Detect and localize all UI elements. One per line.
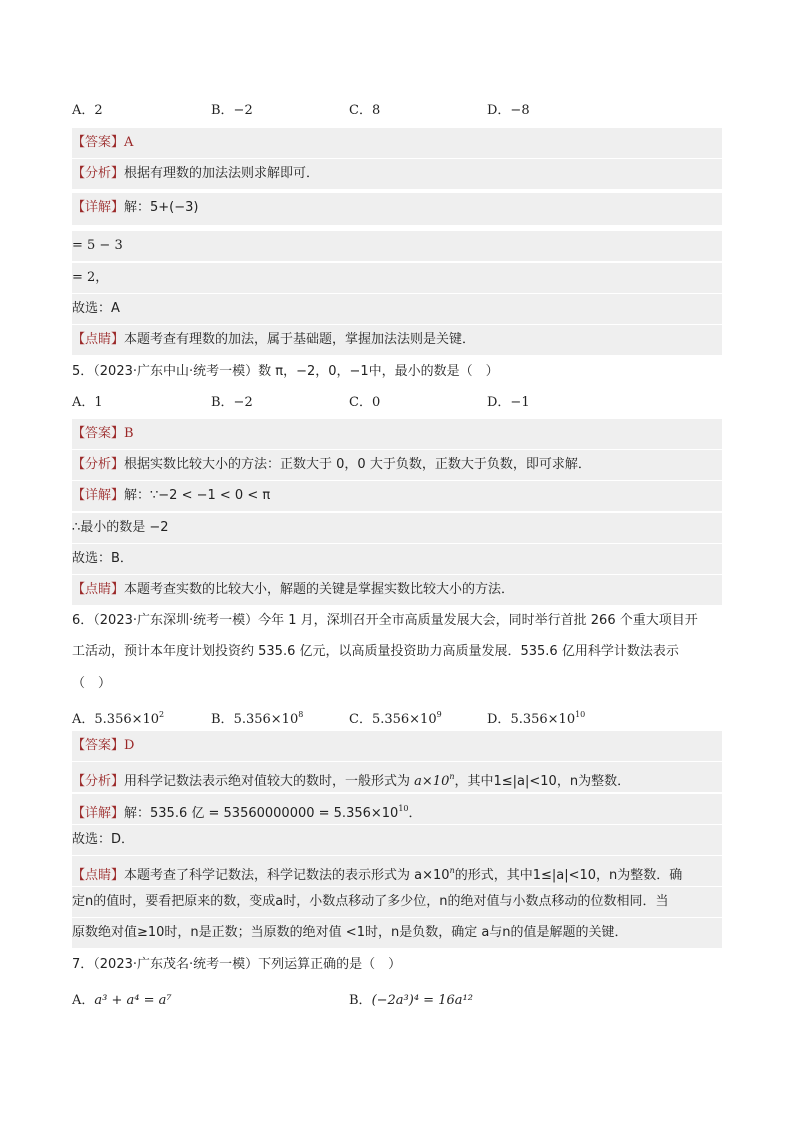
q5-answer: B <box>124 426 134 441</box>
q7-option-b-label: B． <box>349 993 372 1008</box>
q5-option-b[interactable]: B．−2 <box>211 395 253 410</box>
q6-comment-1-exp: n <box>449 866 455 875</box>
q6-option-d-base: 5.356×10 <box>510 712 576 727</box>
q4-step-1 <box>72 231 722 261</box>
q5-detail-row <box>72 481 722 511</box>
q6-stem-2: 工活动，预计本年度计划投资约 535.6 亿元，以高质量投资助力高质量发展．535.6 亿用科学计数法表示 <box>72 644 679 659</box>
answer-tag: 【答案】 <box>72 135 125 150</box>
q6-comment-2: 定n的值时，要看把原来的数，变成a时，小数点移动了多少位，n的绝对值与小数点移动的位数相同．当 <box>72 894 669 909</box>
q5-option-d[interactable]: D．−1 <box>487 395 530 410</box>
q4-analysis-row <box>72 159 722 189</box>
q4-comment: 本题考查有理数的加法，属于基础题，掌握加法法则是关键． <box>124 332 476 347</box>
detail-tag: 【详解】 <box>72 488 125 503</box>
q7-options <box>72 985 722 1017</box>
q7-option-b-expr: (−2a³)⁴ = 16a¹² <box>371 993 473 1008</box>
q5-analysis: 根据实数比较大小的方法：正数大于 0，0 大于负数，正数大于负数，即可求解． <box>124 457 591 472</box>
q5-analysis-row <box>72 450 722 480</box>
analysis-tag: 【分析】 <box>72 166 125 181</box>
q5-detail: 解：∵−2 < −1 < 0 < π <box>124 488 271 503</box>
q6-option-c[interactable] <box>349 700 442 730</box>
q6-option-d[interactable] <box>487 700 585 730</box>
q6-comment-row-1 <box>72 856 722 886</box>
q5-answer-row <box>72 419 722 449</box>
analysis-tag: 【分析】 <box>72 774 125 789</box>
q7-option-b[interactable] <box>349 985 473 1017</box>
q6-detail-c: ． <box>408 806 422 821</box>
q6-comment-1b: 的形式，其中1≤|a|<10，n为整数．确 <box>454 868 683 883</box>
q4-step-2-text: = 2， <box>72 270 109 285</box>
q6-answer-row <box>72 731 722 761</box>
q6-option-d-exp: 10 <box>575 710 586 719</box>
q6-comment-row-2 <box>72 887 722 917</box>
q4-choice-row <box>72 294 722 324</box>
q5-step-1 <box>72 513 722 543</box>
answer-tag: 【答案】 <box>72 426 125 441</box>
q6-stem-3: （ ） <box>72 676 112 691</box>
comment-tag: 【点睛】 <box>72 332 125 347</box>
q6-option-a[interactable] <box>72 700 164 730</box>
q7-stem: 7．（2023·广东茂名·统考一模）下列运算正确的是（ ） <box>72 957 402 972</box>
q6-option-a-label: A． <box>72 712 95 727</box>
q6-option-c-label: C． <box>349 712 372 727</box>
q6-option-a-exp: 2 <box>159 710 165 719</box>
q5-stem-row <box>72 357 722 387</box>
q4-detail: 解：5+(−3) <box>124 200 199 215</box>
q5-step-1-text: ∴最小的数是 −2 <box>72 520 169 535</box>
q6-analysis-formula: a×10 <box>414 774 450 789</box>
q7-stem-row <box>72 950 722 980</box>
q5-stem: 5．（2023·广东中山·统考一模）数 π，−2，0，−1中，最小的数是（ ） <box>72 364 499 379</box>
q4-option-a[interactable]: A．2 <box>72 103 103 118</box>
q6-options <box>72 700 722 730</box>
q5-comment-row <box>72 575 722 605</box>
q7-option-a[interactable] <box>72 985 172 1017</box>
q6-answer: D <box>124 738 135 753</box>
q6-stem-1: 6．（2023·广东深圳·统考一模）今年 1 月，深圳召开全市高质量发展大会，同时举行首批 266 个重大项目开 <box>72 613 698 628</box>
q6-option-b-base: 5.356×10 <box>233 712 299 727</box>
q5-option-a[interactable]: A．1 <box>72 395 103 410</box>
q7-option-a-label: A． <box>72 993 95 1008</box>
q6-comment-3: 原数绝对值≥10时，n是正数；当原数的绝对值 <1时，n是负数，确定 a与n的值是解题的关键． <box>72 925 628 940</box>
q6-option-b-label: B． <box>211 712 234 727</box>
q6-comment-row-3 <box>72 918 722 948</box>
q6-option-b-exp: 8 <box>298 710 304 719</box>
q5-option-c[interactable]: C．0 <box>349 395 381 410</box>
comment-tag: 【点睛】 <box>72 582 125 597</box>
comment-tag: 【点睛】 <box>72 868 125 883</box>
q6-option-a-base: 5.356×10 <box>94 712 160 727</box>
q6-detail-row <box>72 794 722 824</box>
q4-option-b[interactable]: B．−2 <box>211 103 253 118</box>
q6-stem-line-2 <box>72 637 722 667</box>
q6-choice: 故选：D． <box>72 832 135 847</box>
q4-comment-row <box>72 325 722 355</box>
q4-options <box>72 96 722 126</box>
q6-comment-1a: 本题考查了科学记数法，科学记数法的表示形式为 a×10 <box>124 868 450 883</box>
q5-comment: 本题考查实数的比较大小，解题的关键是掌握实数比较大小的方法． <box>124 582 515 597</box>
q4-answer-row <box>72 128 722 158</box>
q6-choice-row <box>72 825 722 855</box>
q5-choice-row <box>72 544 722 574</box>
q4-option-c[interactable]: C．8 <box>349 103 381 118</box>
q6-analysis-row <box>72 762 722 792</box>
q6-stem-line-1 <box>72 606 722 636</box>
answer-tag: 【答案】 <box>72 738 125 753</box>
q6-option-b[interactable] <box>211 700 303 730</box>
q6-option-c-exp: 9 <box>436 710 442 719</box>
detail-tag: 【详解】 <box>72 806 125 821</box>
q4-choice: 故选：A <box>72 301 120 316</box>
q6-analysis-c: ，其中1≤|a|<10，n为整数． <box>454 774 631 789</box>
q6-option-c-base: 5.356×10 <box>371 712 437 727</box>
q6-stem-line-3 <box>72 669 722 699</box>
q4-analysis: 根据有理数的加法法则求解即可． <box>124 166 320 181</box>
q6-analysis-a: 用科学记数法表示绝对值较大的数时，一般形式为 <box>124 774 415 789</box>
analysis-tag: 【分析】 <box>72 457 125 472</box>
detail-tag: 【详解】 <box>72 200 125 215</box>
q4-detail-row <box>72 193 722 225</box>
q6-detail-a: 解：535.6 亿 = 53560000000 = 5.356×10 <box>124 806 399 821</box>
q4-step-1-text: = 5 − 3 <box>72 238 123 253</box>
q5-choice: 故选：B． <box>72 551 133 566</box>
q7-option-a-expr: a³ + a⁴ = a⁷ <box>94 993 172 1008</box>
q5-options <box>72 388 722 418</box>
q6-analysis-formula-exp: n <box>449 772 455 781</box>
q6-option-d-label: D． <box>487 712 511 727</box>
q4-answer: A <box>124 135 134 150</box>
q4-step-2 <box>72 263 722 293</box>
q4-option-d[interactable]: D．−8 <box>487 103 530 118</box>
q6-detail-exp: 10 <box>398 804 409 813</box>
